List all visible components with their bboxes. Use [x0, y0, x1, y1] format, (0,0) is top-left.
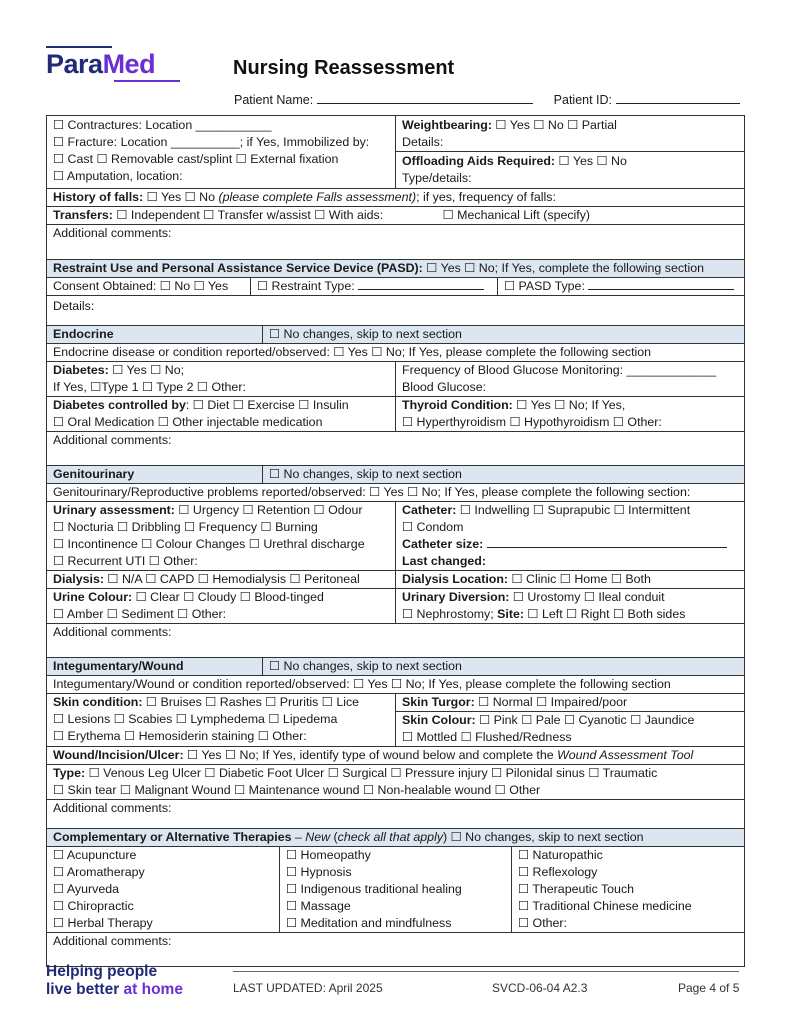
genitourinary-header: Genitourinary [53, 467, 135, 481]
thyroid-options[interactable]: ☐ Yes ☐ No; If Yes, [512, 398, 626, 412]
urine-row [47, 588, 744, 623]
skin-condition-options-2[interactable]: ☐ Lesions ☐ Scabies ☐ Lymphedema ☐ Lipedema [53, 712, 338, 726]
transfers-label: Transfers: [53, 208, 113, 222]
restraint-header-options[interactable]: ☐ Yes ☐ No; If Yes, complete the following section [422, 261, 705, 275]
skin-colour-label: Skin Colour: [402, 713, 476, 727]
therapies-header-row [47, 828, 744, 846]
wound-label: Wound/Incision/Ulcer: [53, 748, 184, 762]
integumentary-header: Integumentary/Wound [53, 659, 184, 673]
diabetes-types[interactable]: If Yes, ☐Type 1 ☐ Type 2 ☐ Other: [53, 380, 246, 394]
weightbearing-options[interactable]: ☐ Yes ☐ No ☐ Partial [491, 118, 617, 132]
urinary-diversion-options[interactable]: ☐ Urostomy ☐ Ileal conduit [509, 590, 665, 604]
skin-turgor-options[interactable]: ☐ Normal ☐ Impaired/poor [474, 695, 628, 709]
weightbearing-block [396, 116, 744, 151]
urinary-options-3[interactable]: ☐ Incontinence ☐ Colour Changes ☐ Urethral discharge [53, 537, 365, 551]
urine-colour-options-2[interactable]: ☐ Amber ☐ Sediment ☐ Other: [53, 607, 227, 621]
wound-row [47, 746, 744, 764]
logo-para-text: Para [46, 49, 103, 79]
page-title: Nursing Reassessment [233, 57, 455, 79]
genitourinary-comments-row [47, 623, 744, 657]
therapies-paren-close: ) [443, 830, 451, 844]
endocrine-comments[interactable]: Additional comments: [53, 433, 172, 447]
footer-last-updated: LAST UPDATED: April 2025 [233, 981, 383, 995]
restraint-header: Restraint Use and Personal Assistance Service Device (PASD): [53, 261, 423, 275]
wound-options[interactable]: ☐ Yes ☐ No; If Yes, identify type of wound below and complete the [183, 748, 558, 762]
therapy-chinese-medicine[interactable]: ☐ Traditional Chinese medicine [518, 899, 692, 913]
footer-divider [233, 971, 739, 972]
skin-turgor-label: Skin Turgor: [402, 695, 475, 709]
diabetes-options[interactable]: ☐ Yes ☐ No; [108, 363, 185, 377]
catheter-size-field[interactable] [487, 537, 727, 548]
footer-document-code: SVCD-06-04 A2.3 [492, 981, 588, 995]
patient-name-label: Patient Name: [234, 93, 314, 107]
restraint-type-field[interactable] [358, 279, 484, 290]
skin-row [47, 693, 744, 746]
therapy-acupuncture[interactable]: ☐ Acupuncture [53, 848, 137, 862]
restraint-type-label[interactable]: ☐ Restraint Type: [257, 279, 355, 293]
thyroid-types[interactable]: ☐ Hyperthyroidism ☐ Hypothyroidism ☐ Other: [402, 415, 662, 429]
endocrine-comments-row [47, 431, 744, 465]
paramed-logo [46, 44, 186, 84]
falls-options[interactable]: ☐ Yes ☐ No [143, 190, 219, 204]
wound-type-label: Type: [53, 766, 86, 780]
integumentary-header-row [47, 657, 744, 675]
catheter-size-label: Catheter size: [402, 537, 484, 551]
therapy-reflexology[interactable]: ☐ Reflexology [518, 865, 598, 879]
weightbearing-details[interactable]: Details: [402, 135, 444, 149]
urine-colour-label: Urine Colour: [53, 590, 133, 604]
mobility-right-cell [395, 116, 744, 188]
genitourinary-reported[interactable]: Genitourinary/Reproductive problems reported/observed: ☐ Yes ☐ No; If Yes, please complete the following section: [53, 485, 691, 499]
genitourinary-comments[interactable]: Additional comments: [53, 625, 172, 639]
urinary-label: Urinary assessment: [53, 503, 175, 517]
thyroid-label: Thyroid Condition: [402, 398, 513, 412]
integumentary-comments-row [47, 799, 744, 828]
genitourinary-reported-row [47, 483, 744, 501]
diabetes-label: Diabetes: [53, 363, 109, 377]
genitourinary-header-row [47, 465, 744, 483]
pasd-type-label[interactable]: ☐ PASD Type: [504, 279, 585, 293]
logo-bottom-rule [114, 80, 180, 82]
patient-id-field[interactable] [616, 93, 740, 104]
offloading-options[interactable]: ☐ Yes ☐ No [555, 154, 627, 168]
skin-colour-options-1[interactable]: ☐ Pink ☐ Pale ☐ Cyanotic ☐ Jaundice [475, 713, 695, 727]
integumentary-comments[interactable]: Additional comments: [53, 801, 172, 815]
urinary-options-4[interactable]: ☐ Recurrent UTI ☐ Other: [53, 554, 198, 568]
restraint-details-row [47, 295, 744, 325]
falls-row [47, 188, 744, 206]
falls-label: History of falls: [53, 190, 144, 204]
catheter-label: Catheter: [402, 503, 457, 517]
contractures-line[interactable]: ☐ Contractures: Location ___________ [53, 118, 272, 132]
therapies-check-all: check all that apply [337, 830, 444, 844]
pasd-type-field[interactable] [588, 279, 734, 290]
endocrine-header-row [47, 325, 744, 343]
endocrine-reported-row [47, 343, 744, 361]
patient-info-row [234, 93, 740, 107]
wound-type-row [47, 764, 744, 799]
therapies-paren-open: ( [330, 830, 338, 844]
diabetes-row [47, 361, 744, 396]
therapy-homeopathy[interactable]: ☐ Homeopathy [286, 848, 371, 862]
nephrostomy-option[interactable]: ☐ Nephrostomy; [402, 607, 498, 621]
therapies-new: New [305, 830, 331, 844]
controlled-medication[interactable]: ☐ Oral Medication ☐ Other injectable medication [53, 415, 323, 429]
glucose-frequency[interactable]: Frequency of Blood Glucose Monitoring: _____________ [402, 363, 717, 377]
therapy-chiropractic[interactable]: ☐ Chiropractic [53, 899, 134, 913]
catheter-options[interactable]: ☐ Indwelling ☐ Suprapubic ☐ Intermittent [456, 503, 691, 517]
wound-type-options-2[interactable]: ☐ Skin tear ☐ Malignant Wound ☐ Maintenance wound ☐ Non-healable wound ☐ Other [53, 783, 541, 797]
therapy-massage[interactable]: ☐ Massage [286, 899, 351, 913]
controlled-label: Diabetes controlled by [53, 398, 186, 412]
urine-colour-options-1[interactable]: ☐ Clear ☐ Cloudy ☐ Blood-tinged [132, 590, 324, 604]
therapy-hypnosis[interactable]: ☐ Hypnosis [286, 865, 352, 879]
therapies-comments-row [47, 932, 744, 966]
endocrine-reported[interactable]: Endocrine disease or condition reported/observed: ☐ Yes ☐ No; If Yes, please complete the following section [53, 345, 652, 359]
mobility-comments-row [47, 224, 744, 259]
reassessment-form [46, 115, 745, 967]
therapy-indigenous[interactable]: ☐ Indigenous traditional healing [286, 882, 462, 896]
skin-condition-options-3[interactable]: ☐ Erythema ☐ Hemosiderin staining ☐ Other: [53, 729, 307, 743]
urinary-diversion-label: Urinary Diversion: [402, 590, 510, 604]
site-label: Site: [497, 607, 524, 621]
restraint-consent-row [47, 277, 744, 295]
last-changed-label[interactable]: Last changed: [402, 554, 486, 568]
mobility-row [47, 116, 744, 188]
urinary-options-1[interactable]: ☐ Urgency ☐ Retention ☐ Odour [174, 503, 363, 517]
therapy-aromatherapy[interactable]: ☐ Aromatherapy [53, 865, 145, 879]
restraint-details[interactable]: Details: [53, 299, 95, 313]
controlled-options[interactable]: : ☐ Diet ☐ Exercise ☐ Insulin [185, 398, 349, 412]
therapies-skip[interactable]: ☐ No changes, skip to next section [450, 830, 644, 844]
patient-id-label: Patient ID: [553, 93, 613, 107]
therapy-ayurveda[interactable]: ☐ Ayurveda [53, 882, 119, 896]
skin-colour-options-2[interactable]: ☐ Mottled ☐ Flushed/Redness [402, 730, 572, 744]
endocrine-header: Endocrine [53, 327, 114, 341]
therapy-therapeutic-touch[interactable]: ☐ Therapeutic Touch [518, 882, 635, 896]
weightbearing-label: Weightbearing: [402, 118, 492, 132]
dialysis-label: Dialysis: [53, 572, 104, 586]
skin-condition-label: Skin condition: [53, 695, 143, 709]
footer-tagline [46, 963, 183, 999]
therapy-herbal[interactable]: ☐ Herbal Therapy [53, 916, 153, 930]
restraint-header-row [47, 259, 744, 277]
therapies-options-row [47, 846, 744, 932]
transfers-row [47, 206, 744, 224]
footer-page-number: Page 4 of 5 [678, 981, 740, 995]
dialysis-location-options[interactable]: ☐ Clinic ☐ Home ☐ Both [508, 572, 651, 586]
offloading-details[interactable]: Type/details: [402, 171, 472, 185]
therapy-other[interactable]: ☐ Other: [518, 916, 567, 930]
amputation-line[interactable]: ☐ Amputation, location: [53, 169, 183, 183]
therapy-meditation[interactable]: ☐ Meditation and mindfulness [286, 916, 452, 930]
offloading-label: Offloading Aids Required: [402, 154, 556, 168]
dialysis-row [47, 570, 744, 588]
mobility-comments[interactable]: Additional comments: [53, 226, 172, 240]
wound-type-options-1[interactable]: ☐ Venous Leg Ulcer ☐ Diabetic Foot Ulcer ☐ Surgical ☐ Pressure injury ☐ Pilonidal sinus ☐ Traumatic [85, 766, 658, 780]
diabetes-control-row [47, 396, 744, 431]
patient-name-field[interactable] [317, 93, 533, 104]
urinary-catheter-row [47, 501, 744, 570]
site-options[interactable]: ☐ Left ☐ Right ☐ Both sides [523, 607, 686, 621]
immobilization-line[interactable]: ☐ Cast ☐ Removable cast/splint ☐ External fixation [53, 152, 339, 166]
falls-note: (please complete Falls assessment) [218, 190, 417, 204]
skin-condition-options-1[interactable]: ☐ Bruises ☐ Rashes ☐ Pruritis ☐ Lice [142, 695, 360, 709]
therapies-header: Complementary or Alternative Therapies [53, 830, 292, 844]
tagline-line-2b: at home [123, 981, 183, 998]
genitourinary-skip[interactable]: ☐ No changes, skip to next section [262, 466, 744, 483]
tagline-line-1: Helping people [46, 963, 158, 980]
dialysis-options[interactable]: ☐ N/A ☐ CAPD ☐ Hemodialysis ☐ Peritoneal [103, 572, 360, 586]
urinary-options-2[interactable]: ☐ Nocturia ☐ Dribbling ☐ Frequency ☐ Burning [53, 520, 318, 534]
catheter-condom[interactable]: ☐ Condom [402, 520, 464, 534]
mechanical-lift-option[interactable]: ☐ Mechanical Lift (specify) [442, 208, 591, 222]
falls-frequency: ; if yes, frequency of falls: [416, 190, 556, 204]
integumentary-reported[interactable]: Integumentary/Wound or condition reported/observed: ☐ Yes ☐ No; If Yes, please complete the following section [53, 677, 671, 691]
wound-assessment-tool: Wound Assessment Tool [557, 748, 694, 762]
fracture-line[interactable]: ☐ Fracture: Location __________; if Yes, Immobilized by: [53, 135, 370, 149]
mobility-left-cell [47, 116, 395, 188]
endocrine-skip[interactable]: ☐ No changes, skip to next section [262, 326, 744, 343]
consent-obtained[interactable]: Consent Obtained: ☐ No ☐ Yes [53, 279, 229, 293]
therapies-dash: – [291, 830, 306, 844]
integumentary-reported-row [47, 675, 744, 693]
logo-top-rule [46, 46, 112, 48]
blood-glucose[interactable]: Blood Glucose: [402, 380, 487, 394]
dialysis-location-label: Dialysis Location: [402, 572, 509, 586]
transfers-options[interactable]: ☐ Independent ☐ Transfer w/assist ☐ With aids: [112, 208, 384, 222]
logo-med-text: Med [102, 49, 156, 79]
offloading-block [396, 151, 744, 188]
therapies-comments[interactable]: Additional comments: [53, 934, 172, 948]
integumentary-skip[interactable]: ☐ No changes, skip to next section [262, 658, 744, 675]
therapy-naturopathic[interactable]: ☐ Naturopathic [518, 848, 603, 862]
tagline-line-2a: live better [46, 981, 124, 998]
